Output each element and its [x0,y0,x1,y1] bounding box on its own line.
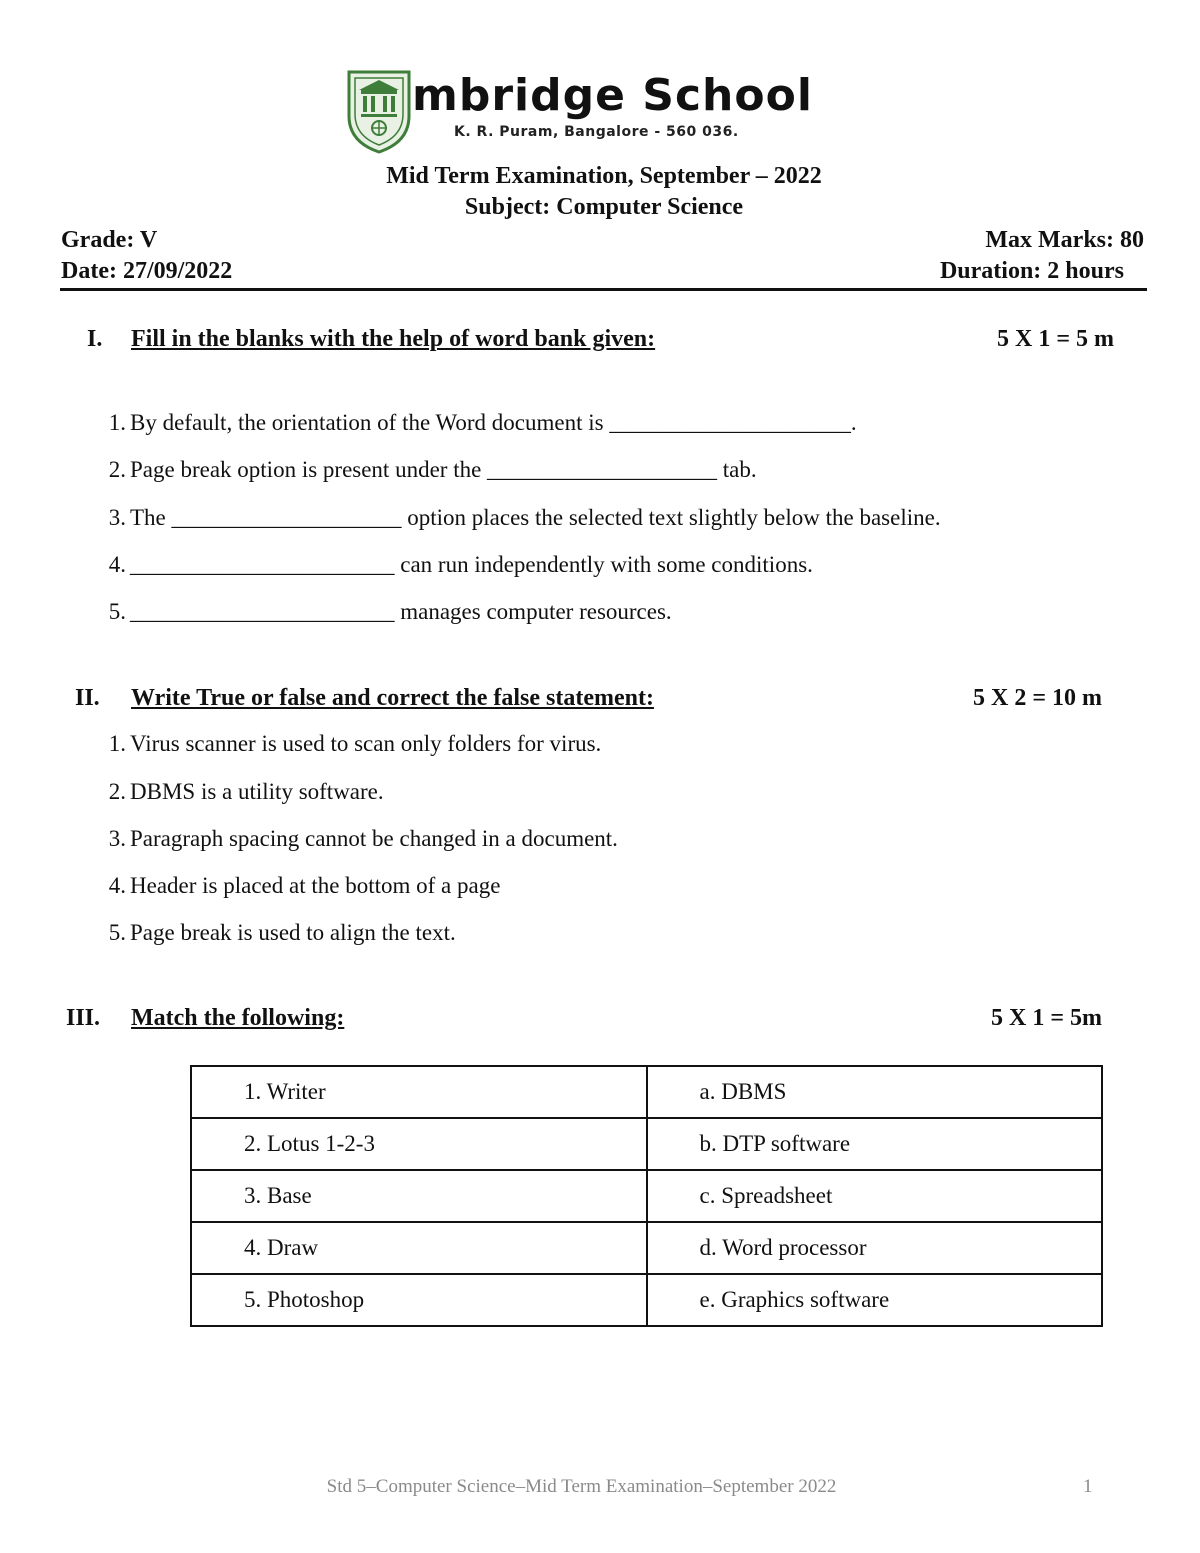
section-2-number: II. [75,685,100,711]
exam-subject: Subject: Computer Science [464,194,744,220]
question: 4. _______________________ can run independently with some conditions. [108,552,813,577]
section-3-marks: 5 X 1 = 5m [991,1005,1102,1031]
match-left-cell: 1. Writer [191,1066,647,1118]
question: 5. Page break is used to align the text. [108,920,456,945]
section-3-title: Match the following: [131,1005,345,1031]
match-left-cell: 5. Photoshop [191,1274,647,1326]
question: 5. _______________________ manages computer resources. [108,599,672,624]
table-row [191,1222,1102,1274]
page-footer: Std 5–Computer Science–Mid Term Examination–September 2022 [326,1476,837,1497]
duration-label: Duration: 2 hours [939,258,1124,284]
max-marks-label: Max Marks: 80 [985,227,1144,253]
table-row [191,1170,1102,1222]
question: 3. The ____________________ option places the selected text slightly below the baseline. [108,505,941,530]
match-right-cell: b. DTP software [647,1118,1103,1170]
match-table [190,1065,1103,1327]
table-row [191,1118,1102,1170]
school-logo [343,68,415,154]
school-name: mbridge School [412,70,813,121]
table-row [191,1274,1102,1326]
match-right-cell: c. Spreadsheet [647,1170,1103,1222]
match-left-cell: 3. Base [191,1170,647,1222]
date-label: Date: 27/09/2022 [61,258,233,284]
match-left-cell: 2. Lotus 1-2-3 [191,1118,647,1170]
grade-label: Grade: V [61,227,158,253]
section-1-title: Fill in the blanks with the help of word bank given: [131,326,656,352]
page-number: 1 [1083,1476,1093,1497]
question: 2. Page break option is present under the ____________________ tab. [108,457,757,482]
section-2-marks: 5 X 2 = 10 m [973,685,1102,711]
section-1-marks: 5 X 1 = 5 m [997,326,1114,352]
question: 1. Virus scanner is used to scan only folders for virus. [108,731,602,756]
question: 4. Header is placed at the bottom of a page [108,873,501,898]
section-1-number: I. [87,326,103,352]
question: 3. Paragraph spacing cannot be changed in a document. [108,826,618,851]
match-right-cell: d. Word processor [647,1222,1103,1274]
match-right-cell: a. DBMS [647,1066,1103,1118]
header-divider [60,288,1147,291]
school-address: K. R. Puram, Bangalore - 560 036. [454,124,739,140]
question: 1. By default, the orientation of the Word document is _____________________. [108,410,857,435]
table-row [191,1066,1102,1118]
section-3-number: III. [66,1005,101,1031]
exam-title: Mid Term Examination, September – 2022 [386,163,822,189]
match-right-cell: e. Graphics software [647,1274,1103,1326]
section-2-title: Write True or false and correct the false statement: [131,685,654,711]
match-left-cell: 4. Draw [191,1222,647,1274]
question: 2. DBMS is a utility software. [108,779,384,804]
